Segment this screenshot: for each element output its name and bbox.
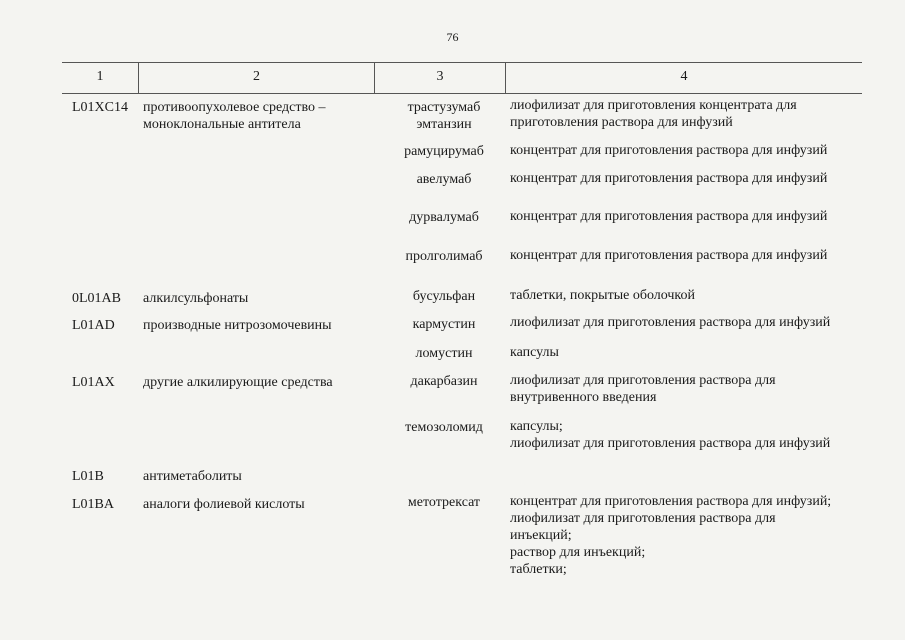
dosage-form-line: концентрат для приготовления раствора для инфузий — [510, 209, 828, 224]
dosage-form-line: таблетки, покрытые оболочкой — [510, 288, 696, 303]
group-name-line: аналоги фолиевой кислоты — [143, 497, 305, 512]
dosage-form-line: таблетки; — [510, 562, 567, 577]
atc-code: 0L01AB — [72, 291, 121, 306]
drug-name-line: пролголимаб — [405, 249, 483, 264]
group-name-line: антиметаболиты — [143, 469, 242, 484]
table-header — [62, 62, 862, 94]
drug-name-line: ломустин — [415, 346, 473, 361]
atc-code: L01B — [72, 469, 104, 484]
dosage-form-line: лиофилизат для приготовления раствора для — [510, 511, 776, 526]
dosage-form-line: лиофилизат для приготовления концентрата для — [510, 98, 797, 113]
dosage-form-line: концентрат для приготовления раствора для инфузий — [510, 143, 828, 158]
header-col-2: 2 — [253, 69, 260, 84]
atc-code: L01XC14 — [72, 100, 128, 115]
group-name-line: другие алкилирующие средства — [143, 375, 333, 390]
header-col-3: 3 — [436, 69, 444, 84]
page-number: 76 — [446, 30, 459, 44]
drug-name-line: дурвалумаб — [409, 210, 479, 225]
dosage-form-line: инъекций; — [510, 528, 572, 543]
drug-name-line: дакарбазин — [410, 374, 478, 389]
atc-code: L01AX — [72, 375, 115, 390]
drug-name-line: темозоломид — [405, 420, 483, 435]
drug-name-line: бусульфан — [412, 289, 476, 304]
dosage-form-line: капсулы; — [510, 419, 563, 434]
dosage-form-line: капсулы — [510, 345, 559, 360]
dosage-form-line: лиофилизат для приготовления раствора для инфузий — [510, 436, 831, 451]
drug-name-line: авелумаб — [416, 172, 472, 187]
drug-name-line: кармустин — [412, 317, 476, 332]
dosage-form-line: внутривенного введения — [510, 390, 657, 405]
group-name-line: моноклональные антитела — [143, 117, 301, 132]
dosage-form-line: приготовления раствора для инфузий — [510, 115, 733, 130]
drug-name-line: эмтанзин — [416, 117, 472, 132]
drug-name-line: метотрексат — [407, 495, 481, 510]
group-name-line: производные нитрозомочевины — [143, 318, 332, 333]
dosage-form-line: концентрат для приготовления раствора для инфузий — [510, 248, 828, 263]
group-name-line: алкилсульфонаты — [143, 291, 249, 306]
dosage-form-line: концентрат для приготовления раствора для инфузий — [510, 171, 828, 186]
drug-name-line: трастузумаб — [407, 100, 481, 115]
dosage-form-line: лиофилизат для приготовления раствора для — [510, 373, 776, 388]
header-col-4: 4 — [680, 69, 688, 84]
dosage-form-line: лиофилизат для приготовления раствора для инфузий — [510, 315, 831, 330]
atc-code: L01BA — [72, 497, 114, 512]
atc-code: L01AD — [72, 318, 115, 333]
dosage-form-line: раствор для инъекций; — [510, 545, 646, 560]
dosage-form-line: концентрат для приготовления раствора для инфузий; — [510, 494, 832, 509]
header-col-1: 1 — [96, 69, 104, 84]
group-name-line: противоопухолевое средство – — [143, 100, 326, 115]
drug-name-line: рамуцирумаб — [404, 144, 484, 159]
